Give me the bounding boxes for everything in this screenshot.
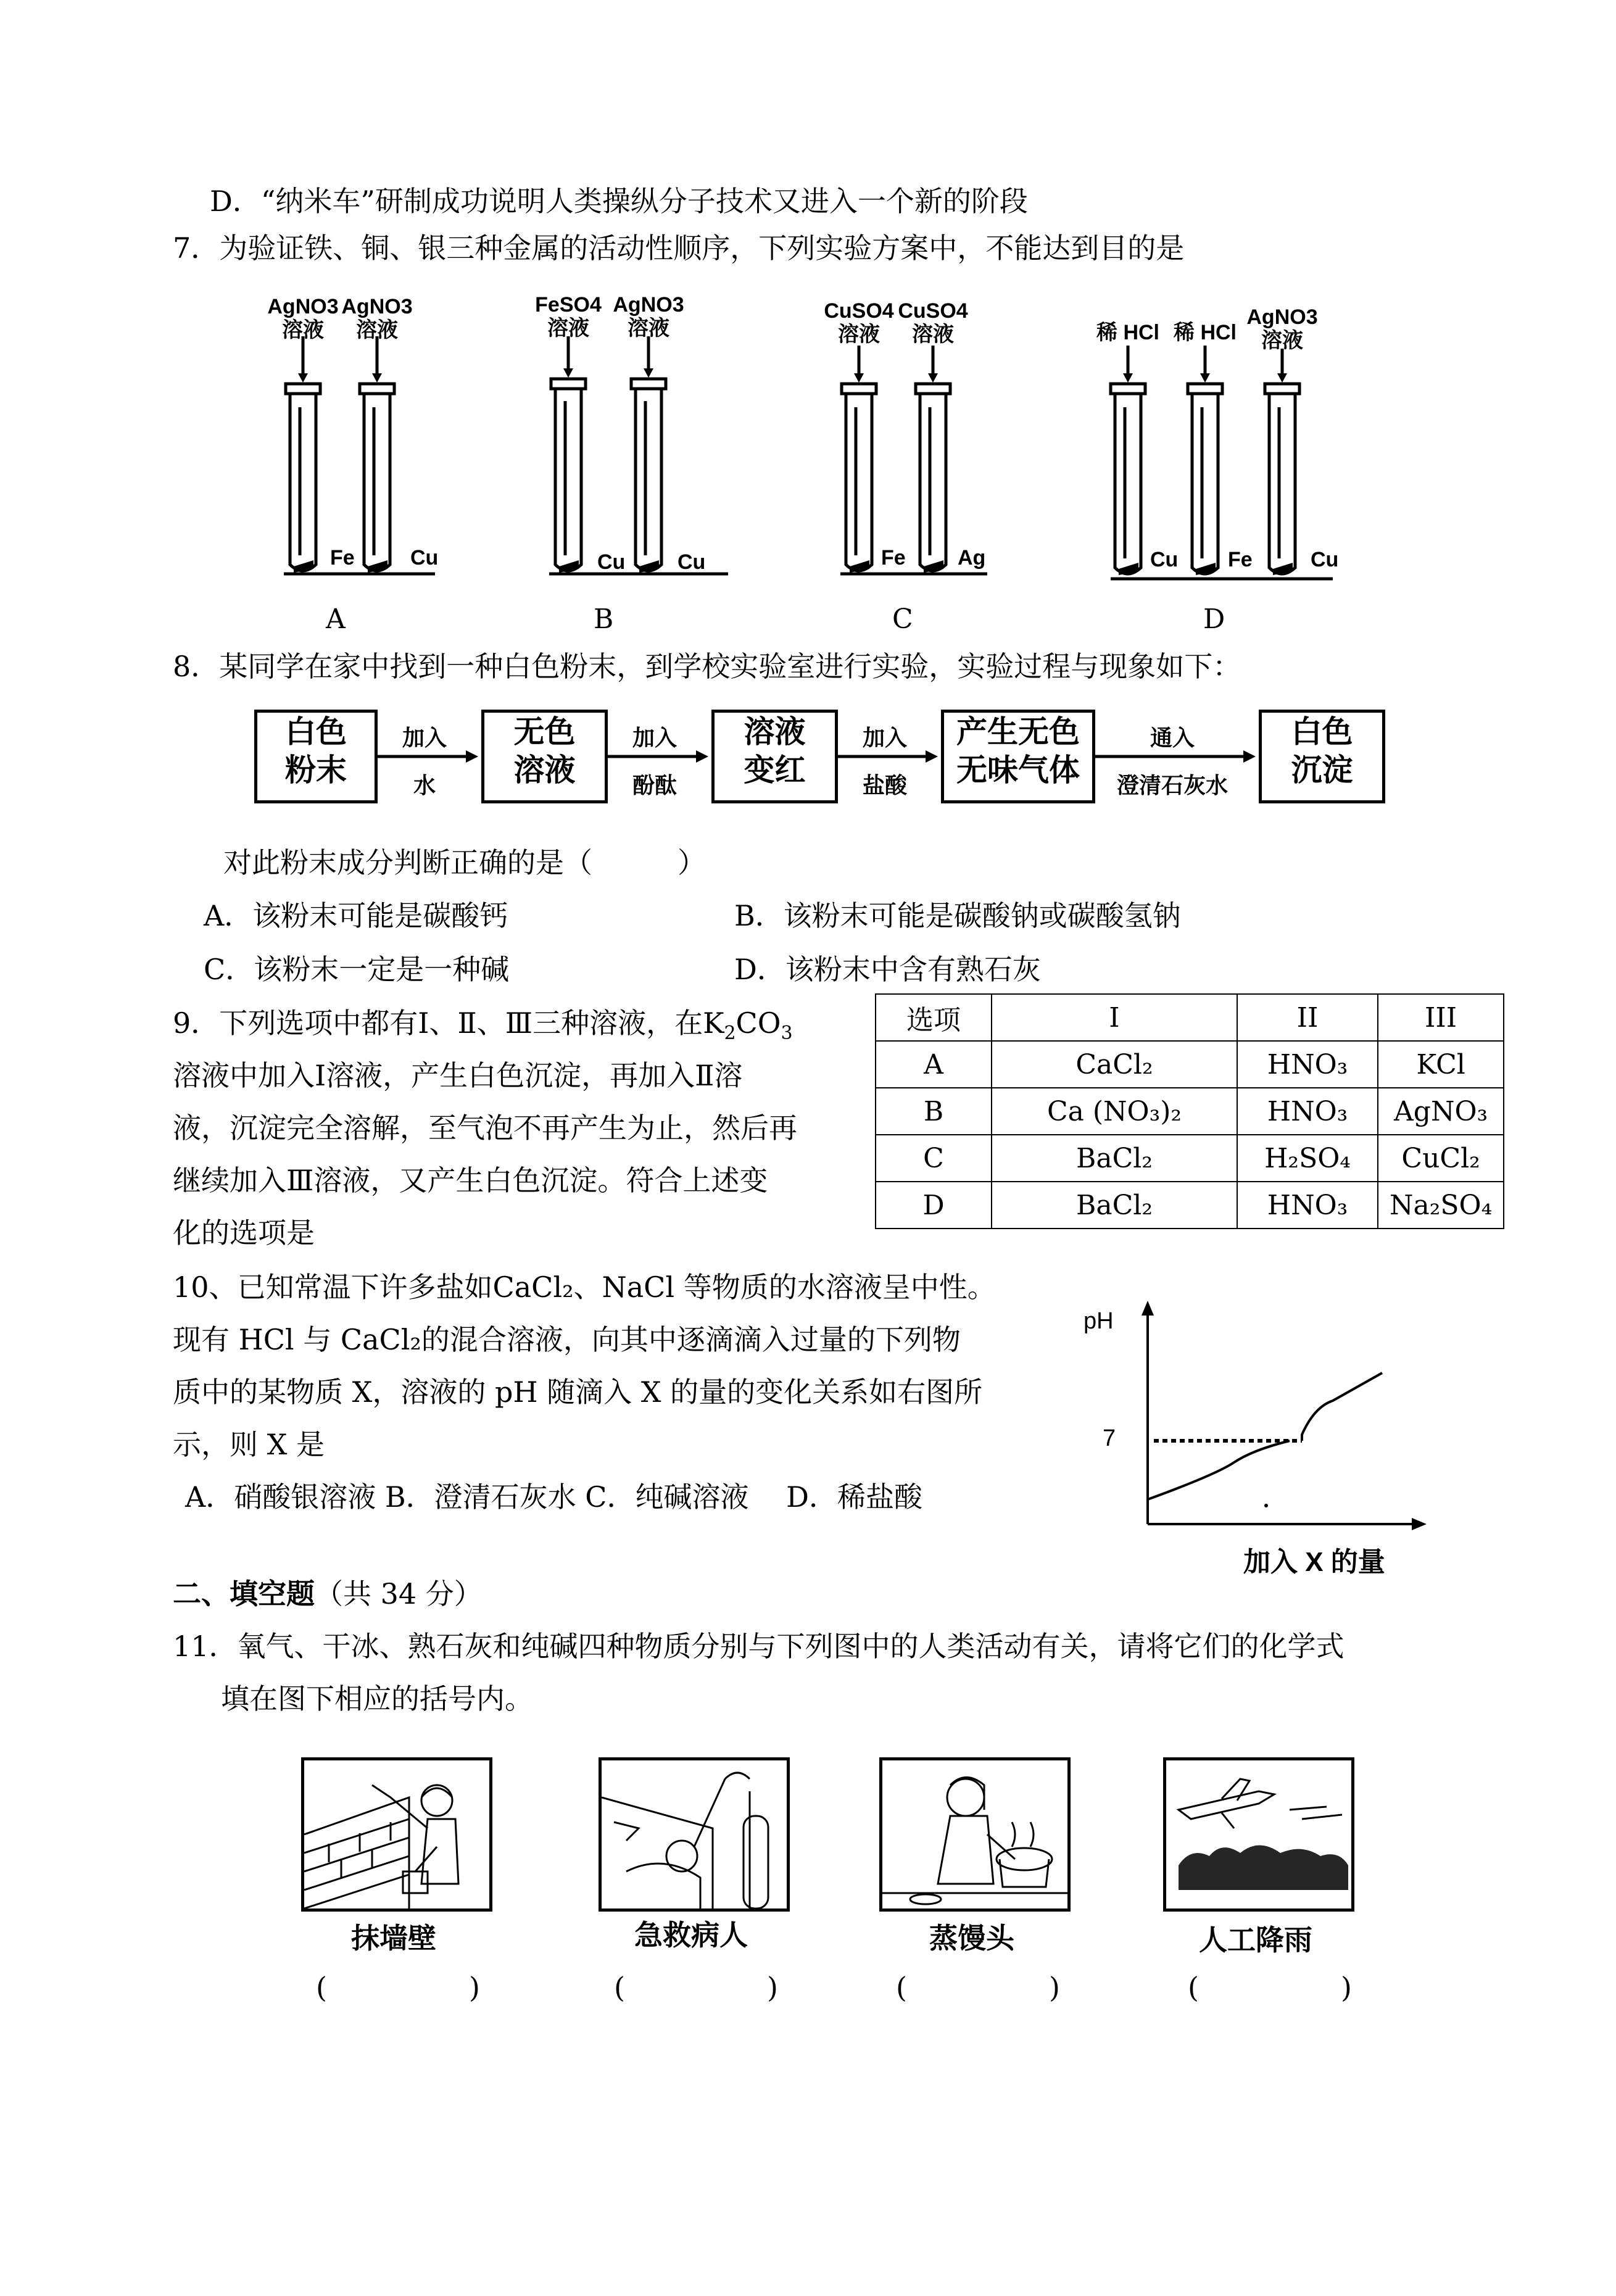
table-cell: AgNO₃	[1378, 1088, 1504, 1135]
q10-line-1: 10、已知常温下许多盐如CaCl₂、NaCl 等物质的水溶液呈中性。	[173, 1270, 996, 1304]
q11-line-2: 填在图下相应的括号内。	[221, 1682, 533, 1715]
emergency-patient-picture	[599, 1757, 790, 1912]
flow-box-white-powder: 白色 粉末	[254, 710, 378, 803]
q7-c-metal-1: Fe	[881, 546, 906, 570]
artificial-rain-illustration	[1166, 1760, 1351, 1908]
q8-option-d: D．该粉末中含有熟石灰	[734, 953, 1041, 986]
table-cell: KCl	[1378, 1041, 1504, 1088]
q7-a-metal-1: Fe	[330, 546, 355, 570]
q6-option-d: D．“纳米车”研制成功说明人类操纵分子技术又进入一个新的阶段	[210, 184, 1028, 218]
ph-axis-label: pH	[1084, 1308, 1114, 1334]
q7-a-metal-2: Cu	[410, 546, 439, 570]
table-row	[876, 1088, 1504, 1135]
ph-7-tick: 7	[1103, 1425, 1116, 1451]
x-axis-label: 加入 X 的量	[1243, 1547, 1385, 1577]
q10-line-4: 示，则 X 是	[173, 1428, 325, 1461]
plastering-wall-picture	[301, 1757, 492, 1912]
q7-d-reagent-2: 稀 HCl	[1174, 321, 1237, 344]
table-cell: CuCl₂	[1378, 1135, 1504, 1182]
flow-arrow-4-top: 通入	[1150, 725, 1195, 750]
q8-stem: 8．某同学在家中找到一种白色粉末，到学校实验室进行实验，实验过程与现象如下：	[173, 650, 1241, 683]
table-header: II	[1237, 994, 1378, 1041]
table-cell: A	[876, 1041, 992, 1088]
table-cell: H₂SO₄	[1237, 1135, 1378, 1182]
q7-c-reagent-1: CuSO4 溶液	[824, 299, 894, 346]
table-header: 选项	[876, 994, 992, 1041]
answer-blank-3[interactable]: ( )	[896, 1971, 1060, 2004]
section-heading: 二、填空题（共 34 分）	[173, 1577, 483, 1610]
q11-line-1: 11．氧气、干冰、熟石灰和纯碱四种物质分别与下列图中的人类活动有关，请将它们的化学式	[173, 1630, 1345, 1663]
q7-a-reagent-1: AgNO3 溶液	[267, 295, 339, 342]
q7-caption-b: B	[594, 603, 614, 635]
flow-box-gas: 产生无色 无味气体	[941, 710, 1095, 803]
table-cell: D	[876, 1182, 992, 1229]
table-cell: BaCl₂	[992, 1182, 1237, 1229]
q9-line-4: 继续加入Ⅲ溶液，又产生白色沉淀。符合上述变	[173, 1164, 768, 1197]
picture-label-steamed-buns: 蒸馒头	[929, 1922, 1014, 1954]
q7-b-reagent-2: AgNO3 溶液	[613, 293, 684, 340]
flow-box-solution-red: 溶液 变红	[711, 710, 838, 803]
table-cell: HNO₃	[1237, 1041, 1378, 1088]
table-header: III	[1378, 994, 1504, 1041]
steaming-buns-picture	[879, 1757, 1071, 1912]
q10-line-2: 现有 HCl 与 CaCl₂的混合溶液，向其中逐滴滴入过量的下列物	[173, 1323, 961, 1356]
q7-c-reagent-2: CuSO4 溶液	[898, 299, 968, 346]
picture-label-plaster-wall: 抹墙壁	[351, 1922, 436, 1954]
q9-line-5: 化的选项是	[173, 1216, 315, 1250]
q9-line-3: 液，沉淀完全溶解，至气泡不再产生为止，然后再	[173, 1111, 797, 1145]
q7-b-reagent-1: FeSO4 溶液	[535, 293, 602, 340]
q7-d-reagent-1: 稀 HCl	[1096, 321, 1159, 344]
answer-blank-4[interactable]: ( )	[1188, 1971, 1352, 2004]
q7-c-metal-2: Ag	[958, 546, 986, 570]
flow-arrow-2-top: 加入	[632, 725, 677, 750]
q10-line-3: 质中的某物质 X，溶液的 pH 随滴入 X 的量的变化关系如右图所	[173, 1375, 983, 1409]
q7-d-metal-2: Fe	[1228, 548, 1253, 571]
picture-label-artificial-rain: 人工降雨	[1199, 1924, 1312, 1956]
q8-question: 对此粉末成分判断正确的是（ ）	[223, 846, 706, 879]
q9-line-2: 溶液中加入Ⅰ溶液，产生白色沉淀，再加入Ⅱ溶	[173, 1059, 743, 1092]
steaming-buns-illustration	[882, 1760, 1067, 1908]
q8-option-b: B．该粉末可能是碳酸钠或碳酸氢钠	[734, 899, 1181, 932]
table-cell: C	[876, 1135, 992, 1182]
flow-arrow-3-bottom: 盐酸	[862, 773, 907, 798]
q7-caption-c: C	[892, 603, 913, 635]
q7-b-metal-2: Cu	[677, 550, 706, 574]
table-cell: Na₂SO₄	[1378, 1182, 1504, 1229]
flow-arrow-1-top: 加入	[402, 725, 447, 750]
flow-arrow-1-bottom: 水	[413, 773, 436, 798]
artificial-rain-picture	[1163, 1757, 1354, 1912]
plastering-wall-illustration	[304, 1760, 489, 1908]
answer-blank-2[interactable]: ( )	[614, 1971, 778, 2004]
flow-arrow-3-top: 加入	[862, 725, 907, 750]
table-row	[876, 1135, 1504, 1182]
q9-line-1: 9．下列选项中都有Ⅰ、Ⅱ、Ⅲ三种溶液，在$K_2CO_3$	[173, 1006, 793, 1044]
picture-label-emergency-patient: 急救病人	[634, 1919, 748, 1951]
table-header-row	[876, 994, 1504, 1041]
emergency-patient-illustration	[602, 1760, 787, 1908]
table-cell: Ca (NO₃)₂	[992, 1088, 1237, 1135]
q7-a-reagent-2: AgNO3 溶液	[341, 295, 413, 342]
flow-arrow-4-bottom: 澄清石灰水	[1116, 773, 1228, 798]
q7-d-metal-1: Cu	[1150, 548, 1179, 571]
q8-option-c: C．该粉末一定是一种碱	[204, 953, 510, 986]
q7-caption-a: A	[326, 603, 346, 635]
q7-caption-d: D	[1203, 603, 1225, 635]
q7-d-metal-3: Cu	[1311, 548, 1339, 571]
table-row	[876, 1041, 1504, 1088]
table-cell: HNO₃	[1237, 1182, 1378, 1229]
table-cell: BaCl₂	[992, 1135, 1237, 1182]
table-cell: HNO₃	[1237, 1088, 1378, 1135]
table-header: I	[992, 994, 1237, 1041]
table-row	[876, 1182, 1504, 1229]
flow-box-colorless-solution: 无色 溶液	[481, 710, 608, 803]
flow-box-white-precipitate: 白色 沉淀	[1259, 710, 1385, 803]
table-cell: B	[876, 1088, 992, 1135]
q7-b-metal-1: Cu	[597, 550, 626, 574]
q8-option-a: A．该粉末可能是碳酸钙	[204, 899, 508, 932]
q7-stem: 7．为验证铁、铜、银三种金属的活动性顺序，下列实验方案中，不能达到目的是	[173, 231, 1185, 265]
table-cell: CaCl₂	[992, 1041, 1237, 1088]
q9-options-table	[875, 993, 1504, 1229]
answer-blank-1[interactable]: ( )	[316, 1971, 480, 2004]
q10-options: A．硝酸银溶液 B．澄清石灰水 C．纯碱溶液 D．稀盐酸	[185, 1480, 922, 1514]
flow-arrow-2-bottom: 酚酞	[632, 773, 677, 798]
q7-d-reagent-3: AgNO3 溶液	[1246, 305, 1318, 352]
